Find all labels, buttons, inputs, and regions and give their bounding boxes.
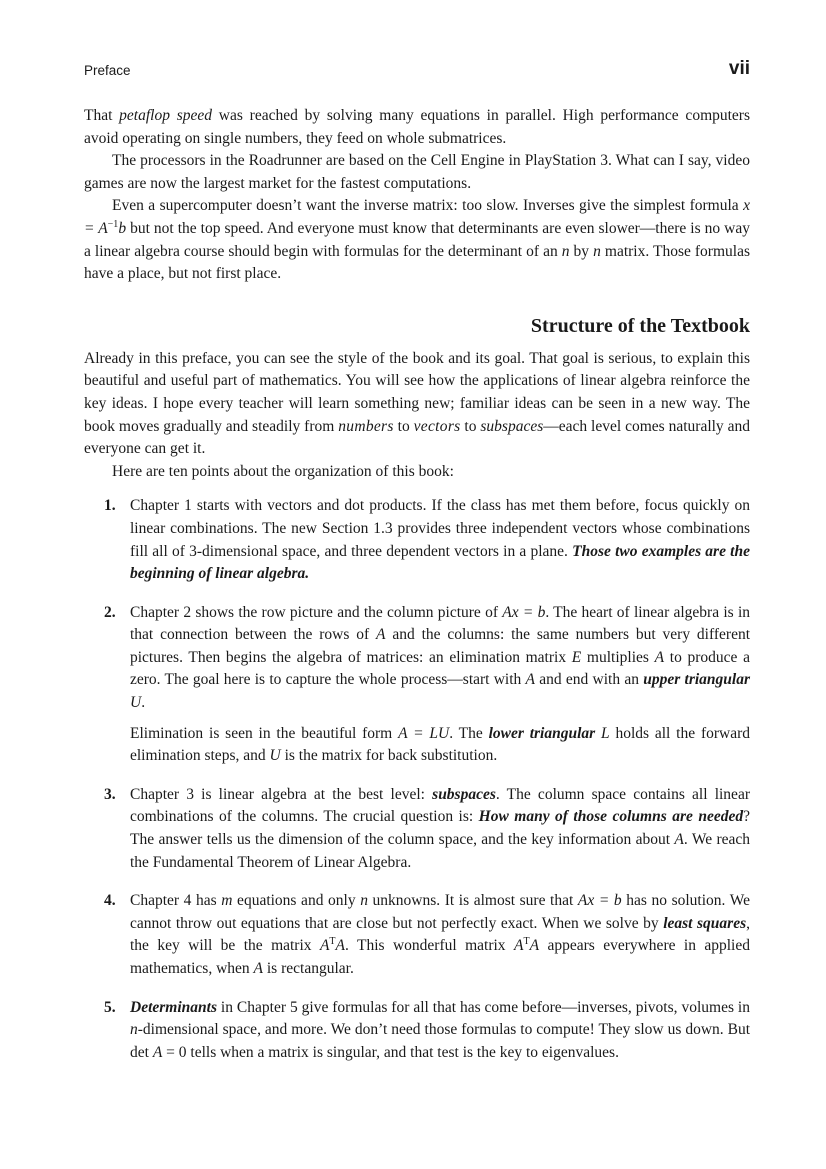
section-paragraph-2: Here are ten points about the organization of this book: bbox=[112, 462, 454, 480]
list-item: 5. Determinants in Chapter 5 give formulas for all that has come before—inverses, pivots, volumes in n-dimensional space, and more. We don’t need those formulas to compute! They slow us down. But det A = 0 tells when a matrix is singular, and that test is the key to eigenvalues. bbox=[104, 998, 750, 1061]
running-head: Preface bbox=[84, 63, 131, 78]
page-number: vii bbox=[728, 58, 750, 79]
list-item: 2. Chapter 2 shows the row picture and the column picture of Ax = b. The heart of linear algebra is in that connection between the rows of A and the columns: the same numbers but very different pictures. Then begins the algebra of matrices: an elimination matrix E multiplies A to produce a zero. The goal here is to capture the whole process—start with A and end with an upper triangular U. Elimination is seen in the beautiful form A = LU. The lower triangular L holds all the forward elimination steps, and U is the matrix for back substitution. bbox=[104, 603, 751, 765]
list-item: 1. Chapter 1 starts with vectors and dot products. If the class has met them before, focus quickly on linear combinations. The new Section 1.3 provides three independent vectors whose combinations fill all of 3-dimensional space, and three dependent vectors in a plane. Those two examples are the beginning of linear algebra. bbox=[104, 497, 750, 583]
page-body bbox=[84, 105, 750, 1080]
intro-paragraph-2: The processors in the Roadrunner are based on the Cell Engine in PlayStation 3. What can I say, video games are now the largest market for the fastest computations. bbox=[84, 152, 750, 192]
intro-paragraph-3: Even a supercomputer doesn’t want the inverse matrix: too slow. Inverses give the simplest formula $x = A^{-1}b$ but not the top speed. And everyone must know that determinants are even slower—there is no way a linear algebra course should begin with formulas for the determinant of an n by n matrix. Those formulas have a place, but not first place. bbox=[84, 197, 750, 283]
page-header bbox=[84, 58, 750, 84]
section-title: Structure of the Textbook bbox=[530, 314, 750, 337]
section-paragraph-1: Already in this preface, you can see the style of the book and its goal. That goal is serious, to explain this beautiful and useful part of mathematics. You will see how the applications of linear algebra reinforce the key ideas. I hope every teacher will learn something new; familiar ideas can be seen in a new way. The book moves gradually and steadily from numbers to vectors to subspaces—each level comes naturally and everyone can get it. bbox=[84, 349, 750, 458]
organization-list bbox=[84, 495, 750, 1064]
list-item: 4. Chapter 4 has m equations and only n unknowns. It is almost sure that Ax = b has no solution. We cannot throw out equations that are close but not perfectly exact. When we solve by least squares, the key will be the matrix $A^TA$. This wonderful matrix $A^TA$ appears everywhere in applied mathematics, when A is rectangular. bbox=[104, 892, 751, 977]
list-item: 3. Chapter 3 is linear algebra at the best level: subspaces. The column space contains all linear combinations of the columns. The crucial question is: How many of those columns are needed? The answer tells us the dimension of the column space, and the key information about A. We reach the Fundamental Theorem of Linear Algebra. bbox=[104, 785, 750, 871]
intro-paragraph-1: That petaflop speed was reached by solving many equations in parallel. High performance computers avoid operating on single numbers, they feed on whole submatrices. bbox=[84, 107, 750, 147]
